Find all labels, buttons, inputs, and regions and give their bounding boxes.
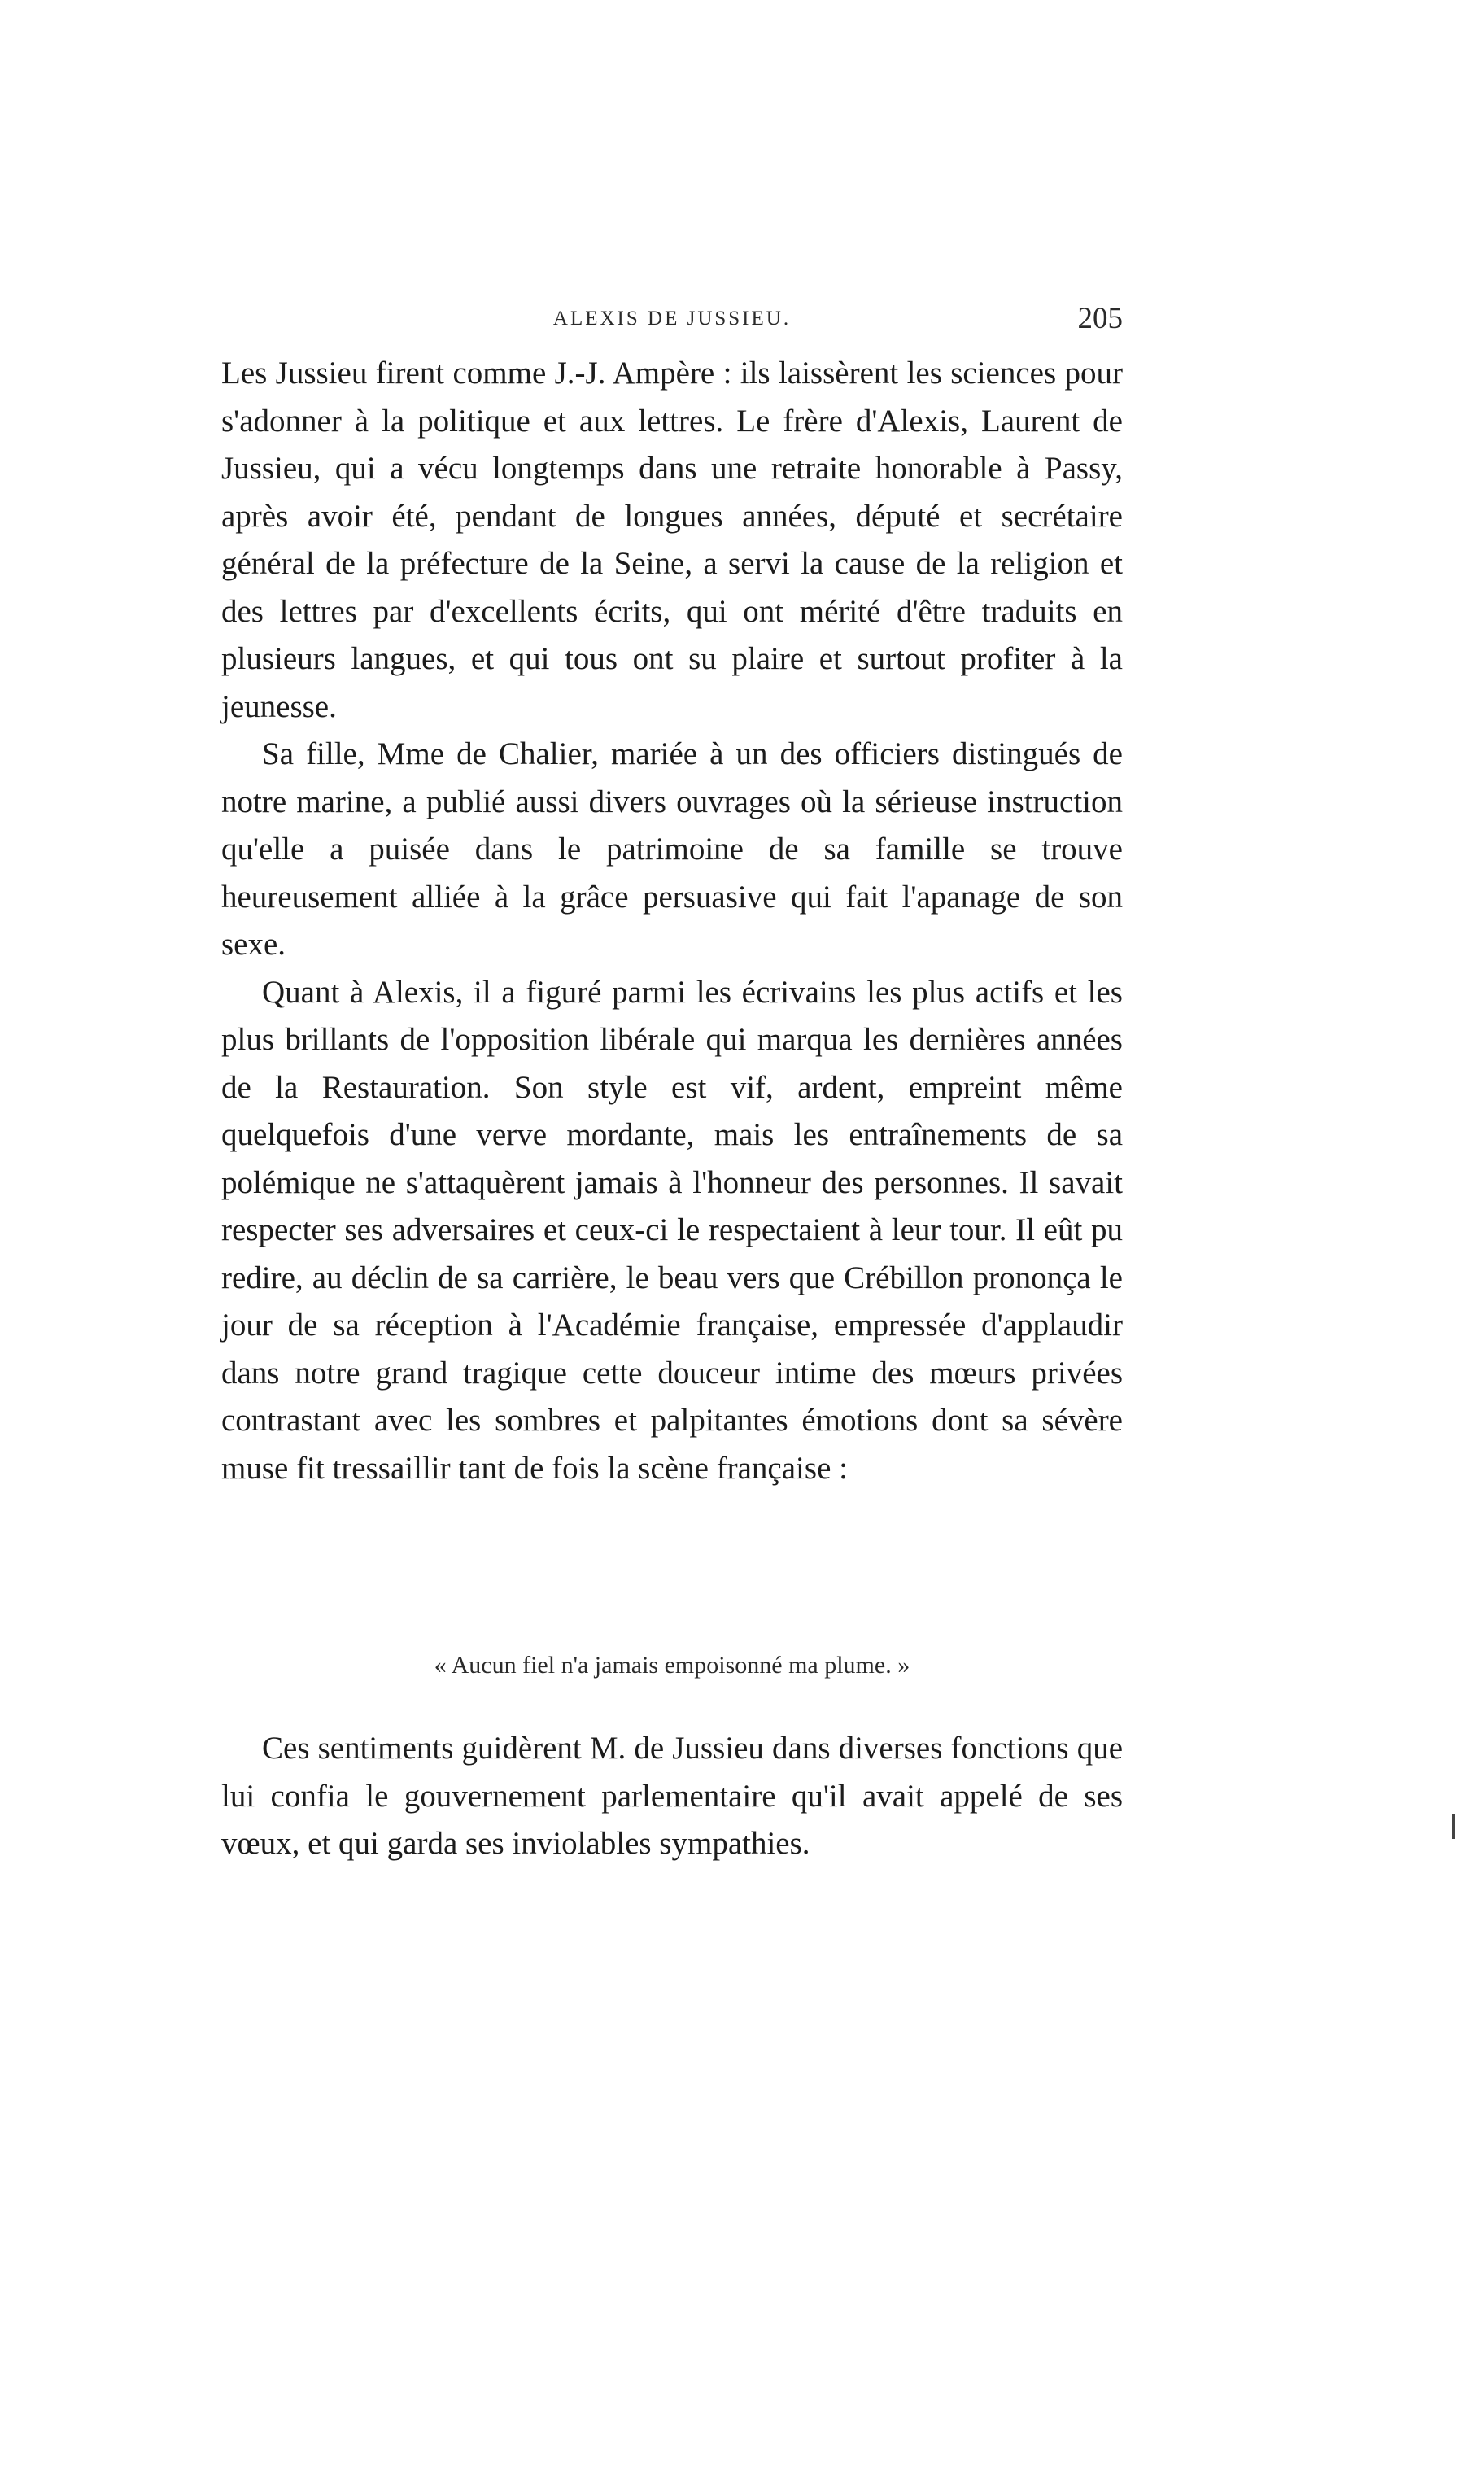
body-text-closing bbox=[221, 1725, 1123, 1868]
paragraph-closing: Ces sentiments guidèrent M. de Jussieu dans diverses fonctions que lui confia le gouvernement parlementaire qu'il avait appelé de ses vœux, et qui garda ses inviolables sympathies. bbox=[221, 1731, 1123, 1861]
page-number: 205 bbox=[1077, 302, 1123, 335]
quote-crebillon: « Aucun fiel n'a jamais empoisonné ma plume. » bbox=[434, 1652, 910, 1679]
paragraph-ampere: Les Jussieu firent comme J.-J. Ampère : ils laissèrent les sciences pour s'adonner à la politique et aux lettres. Le frère d'Alexis, Laurent de Jussieu, qui a vécu longtemps dans une retraite honorable à Passy, après avoir été, pendant de longues années, député et secrétaire général de la préfecture de la Seine, a servi la cause de la religion et des lettres par d'excellents écrits, qui ont mérité d'être traduits en plusieurs langues, et qui tous ont su plaire et surtout profiter à la jeunesse. bbox=[221, 356, 1123, 724]
paragraph-chalier: Sa fille, Mme de Chalier, mariée à un des officiers distingués de notre marine, a publié aussi divers ouvrages où la sérieuse instruction qu'elle a puisée dans le patrimoine de sa famille se trouve heureusement alliée à la grâce persuasive qui fait l'apanage de son sexe. bbox=[221, 736, 1123, 962]
body-text bbox=[221, 350, 1123, 1492]
running-head bbox=[221, 301, 1123, 342]
running-title: ALEXIS DE JUSSIEU. bbox=[552, 308, 792, 330]
paragraph-alexis: Quant à Alexis, il a figuré parmi les écrivains les plus actifs et les plus brillants de l'opposition libérale qui marqua les dernières années de la Restauration. Son style est vif, ardent, empreint même quelquefois d'une verve mordante, mais les entraînements de sa polémique ne s'attaquèrent jamais à l'honneur des personnes. Il savait respecter ses adversaires et ceux-ci le respectaient à leur tour. Il eût pu redire, au déclin de sa carrière, le beau vers que Crébillon prononça le jour de sa réception à l'Académie française, empressée d'applaudir dans notre grand tragique cette douceur intime des mœurs privées contrastant avec les sombres et palpitantes émotions dont sa sévère muse fit tressaillir tant de fois la scène française : bbox=[221, 974, 1123, 1486]
scan-mark bbox=[1452, 1814, 1455, 1839]
